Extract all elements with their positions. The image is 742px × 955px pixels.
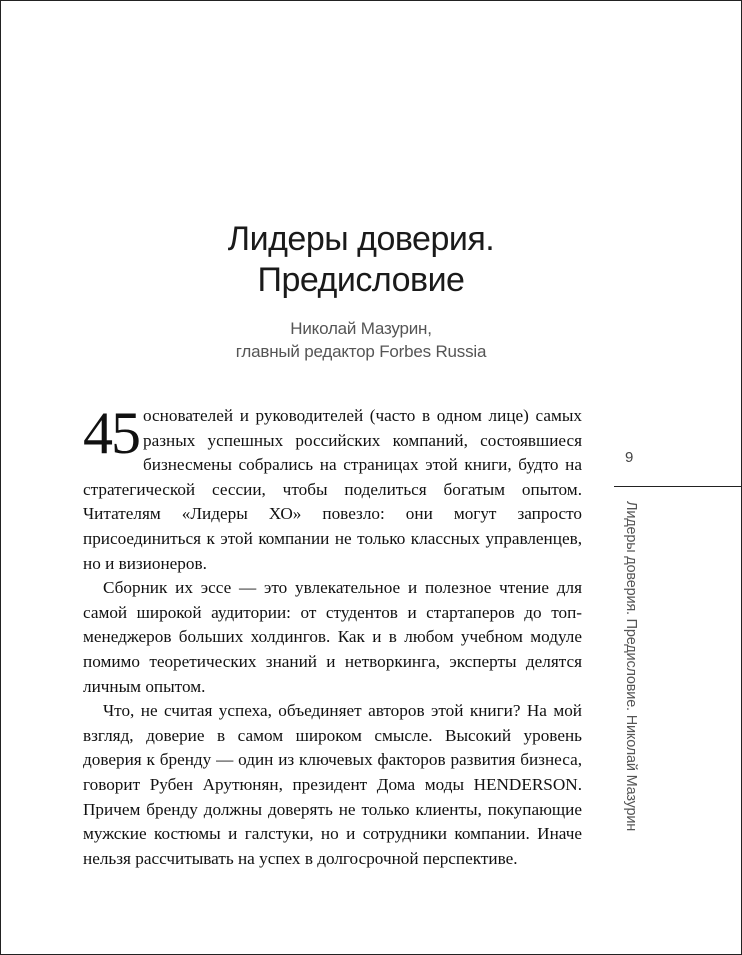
chapter-title-line-2: Предисловие xyxy=(257,261,465,299)
body-text xyxy=(83,400,582,871)
author-byline xyxy=(151,317,571,363)
author-name: Николай Мазурин, xyxy=(290,319,432,338)
paragraph-1-text: основателей и руководителей (часто в одном лице) самых разных успешных российских компаний, состоявшиеся бизнесмены собрались на страницах этой книги, будто на стратегической сессии, чтобы поделиться богатым опытом. Читателям «Лидеры ХО» повезло: они могут запросто присоединиться к этой компании не только классных управленцев, но и визионеров. xyxy=(83,406,582,573)
chapter-title-line-1: Лидеры доверия. xyxy=(227,220,495,258)
paragraph-2: Сборник их эссе — это увлекательное и полезное чтение для самой широкой аудитории: от студентов и стартаперов до топ-менеджеров больших холдингов. Как и в любом учебном модуле помимо теоретических знаний и нетворкинга, эксперты делятся личным опытом. xyxy=(83,578,582,696)
drop-cap: 45 xyxy=(83,400,139,466)
author-role: главный редактор Forbes Russia xyxy=(235,342,487,361)
paragraph-1 xyxy=(83,400,582,576)
margin-rule xyxy=(614,486,742,487)
running-head: Лидеры доверия. Предисловие. Николай Мазурин xyxy=(623,501,639,832)
page-number: 9 xyxy=(625,449,634,466)
paragraph-3: Что, не считая успеха, объединяет авторов этой книги? На мой взгляд, доверие в самом широком смысле. Высокий уровень доверия к бренду — один из ключевых факторов развития бизнеса, говорит Рубен Арутюнян, президент Дома моды HENDERSON. Причем бренду должны доверять не только клиенты, покупающие мужские костюмы и галстуки, но и сотрудники компании. Иначе нельзя рассчитывать на успех в долгосрочной перспективе. xyxy=(83,701,582,868)
chapter-title xyxy=(151,219,571,301)
